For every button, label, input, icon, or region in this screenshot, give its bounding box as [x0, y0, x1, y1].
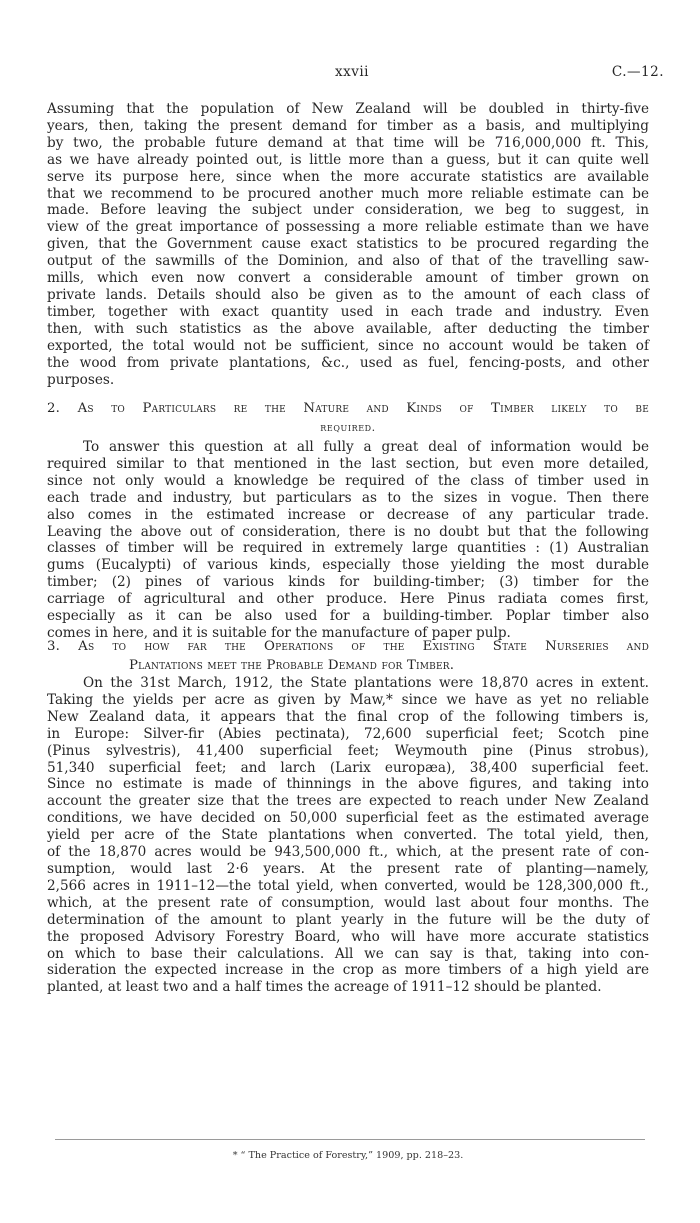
text-line: exported, the total would not be sufficient, since no account would be taken of: [47, 337, 649, 354]
text-line: given, that the Government cause exact statistics to be procured regarding the: [47, 236, 649, 253]
text-line: the proposed Advisory Forestry Board, who will have more accurate statistics: [47, 928, 649, 945]
text-line: since not only would a knowledge be required of the class of timber used in: [47, 472, 649, 489]
text-line: made. Before leaving the subject under consideration, we beg to suggest, in: [47, 202, 649, 219]
text-line: (Pinus sylvestris), 41,400 superficial feet; Weymouth pine (Pinus strobus),: [47, 742, 649, 759]
footnote-rule: [55, 1139, 645, 1140]
text-line: purposes.: [47, 371, 115, 388]
paragraph-population-demand: [47, 101, 649, 388]
text-line: also comes in the estimated increase or decrease of any particular trade.: [47, 506, 649, 523]
section-3-heading: [47, 637, 649, 675]
text-line: On the 31st March, 1912, the State plantations were 18,870 acres in extent.: [83, 675, 649, 691]
paragraph-timber-kinds: [47, 439, 649, 642]
text-line: serve its purpose here, since when the more accurate statistics are available: [47, 168, 649, 185]
text-line: each trade and industry, but particulars as to the sizes in vogue. Then there: [47, 489, 649, 506]
text-line: gums (Eucalypti) of various kinds, especially those yielding the most durable: [47, 557, 649, 574]
document-reference: C.—12.: [611, 64, 664, 80]
text-line: yield per acre of the State plantations when converted. The total yield, then,: [47, 827, 649, 844]
text-line: as we have already pointed out, is little more than a guess, but it can quite well: [47, 151, 649, 168]
text-line: output of the sawmills of the Dominion, and also of that of the travelling saw-: [47, 253, 649, 270]
footnote: * “ The Practice of Forestry,” 1909, pp. 218–23.: [232, 1150, 464, 1161]
section-3-heading-line2: Plantations meet the Probable Demand for Timber.: [129, 658, 455, 673]
section-2-heading-line1: 2. As to Particulars re the Nature and Kinds of Timber likely to be: [47, 401, 649, 416]
text-line: timber; (2) pines of various kinds for building-timber; (3) timber for the: [47, 574, 649, 591]
section-2-heading-line2: required.: [320, 421, 376, 434]
text-line: sumption, would last 2·6 years. At the present rate of planting—namely,: [47, 860, 649, 877]
text-line: of the 18,870 acres would be 943,500,000 ft., which, at the present rate of con-: [47, 844, 649, 861]
text-line: years, then, taking the present demand for timber as a basis, and multiplying: [47, 117, 649, 134]
text-line: especially as it can be also used for a building-timber. Poplar timber also: [47, 608, 649, 625]
text-line: mills, which even now convert a considerable amount of timber grown on: [47, 270, 649, 287]
text-line: Leaving the above out of consideration, there is no doubt but that the following: [47, 523, 649, 540]
text-line: conditions, we have decided on 50,000 superficial feet as the estimated average: [47, 810, 649, 827]
section-3-heading-line1: 3. As to how far the Operations of the Existing State Nurseries and: [47, 639, 649, 654]
text-line: determination of the amount to plant yearly in the future will be the duty of: [47, 911, 649, 928]
text-line: New Zealand data, it appears that the final crop of the following timbers is,: [47, 708, 649, 725]
text-line: 51,340 superficial feet; and larch (Larix europæa), 38,400 superficial feet.: [47, 759, 649, 776]
text-line: view of the great importance of possessing a more reliable estimate than we have: [47, 219, 649, 236]
text-line: Taking the yields per acre as given by Maw,* since we have as yet no reliable: [47, 691, 649, 708]
text-line: 2,566 acres in 1911–12—the total yield, when converted, would be 128,300,000 ft.,: [47, 877, 649, 894]
text-line: carriage of agricultural and other produce. Here Pinus radiata comes first,: [47, 591, 649, 608]
text-line: then, with such statistics as the above available, after deducting the timber: [47, 320, 649, 337]
text-line: the wood from private plantations, &c., used as fuel, fencing-posts, and other: [47, 354, 649, 371]
text-line: by two, the probable future demand at that time will be 716,000,000 ft. This,: [47, 134, 649, 151]
text-line: comes in here, and it is suitable for the manufacture of paper pulp.: [47, 624, 511, 641]
text-line: required similar to that mentioned in the last section, but even more detailed,: [47, 455, 649, 472]
section-2-heading: [47, 399, 649, 437]
text-line: in Europe: Silver-fir (Abies pectinata), 72,600 superficial feet; Scotch pine: [47, 725, 649, 742]
text-line: classes of timber will be required in extremely large quantities : (1) Australian: [47, 540, 649, 557]
text-line: on which to base their calculations. All we can say is that, taking into con-: [47, 945, 649, 962]
text-line: which, at the present rate of consumption, would last about four months. The: [47, 894, 649, 911]
text-line: planted, at least two and a half times the acreage of 1911–12 should be planted.: [47, 979, 602, 996]
text-line: private lands. Details should also be given as to the amount of each class of: [47, 286, 649, 303]
page-number: xxvii: [335, 64, 369, 80]
text-line: Assuming that the population of New Zealand will be doubled in thirty-five: [47, 101, 649, 117]
text-line: Since no estimate is made of thinnings in the above figures, and taking into: [47, 776, 649, 793]
paragraph-state-plantations: [47, 675, 649, 996]
text-line: account the greater size that the trees are expected to reach under New Zealand: [47, 793, 649, 810]
text-line: To answer this question at all fully a great deal of information would be: [83, 439, 649, 455]
text-line: timber, together with exact quantity used in each trade and industry. Even: [47, 303, 649, 320]
text-line: sideration the expected increase in the crop as more timbers of a high yield are: [47, 962, 649, 979]
text-line: that we recommend to be procured another much more reliable estimate can be: [47, 185, 649, 202]
